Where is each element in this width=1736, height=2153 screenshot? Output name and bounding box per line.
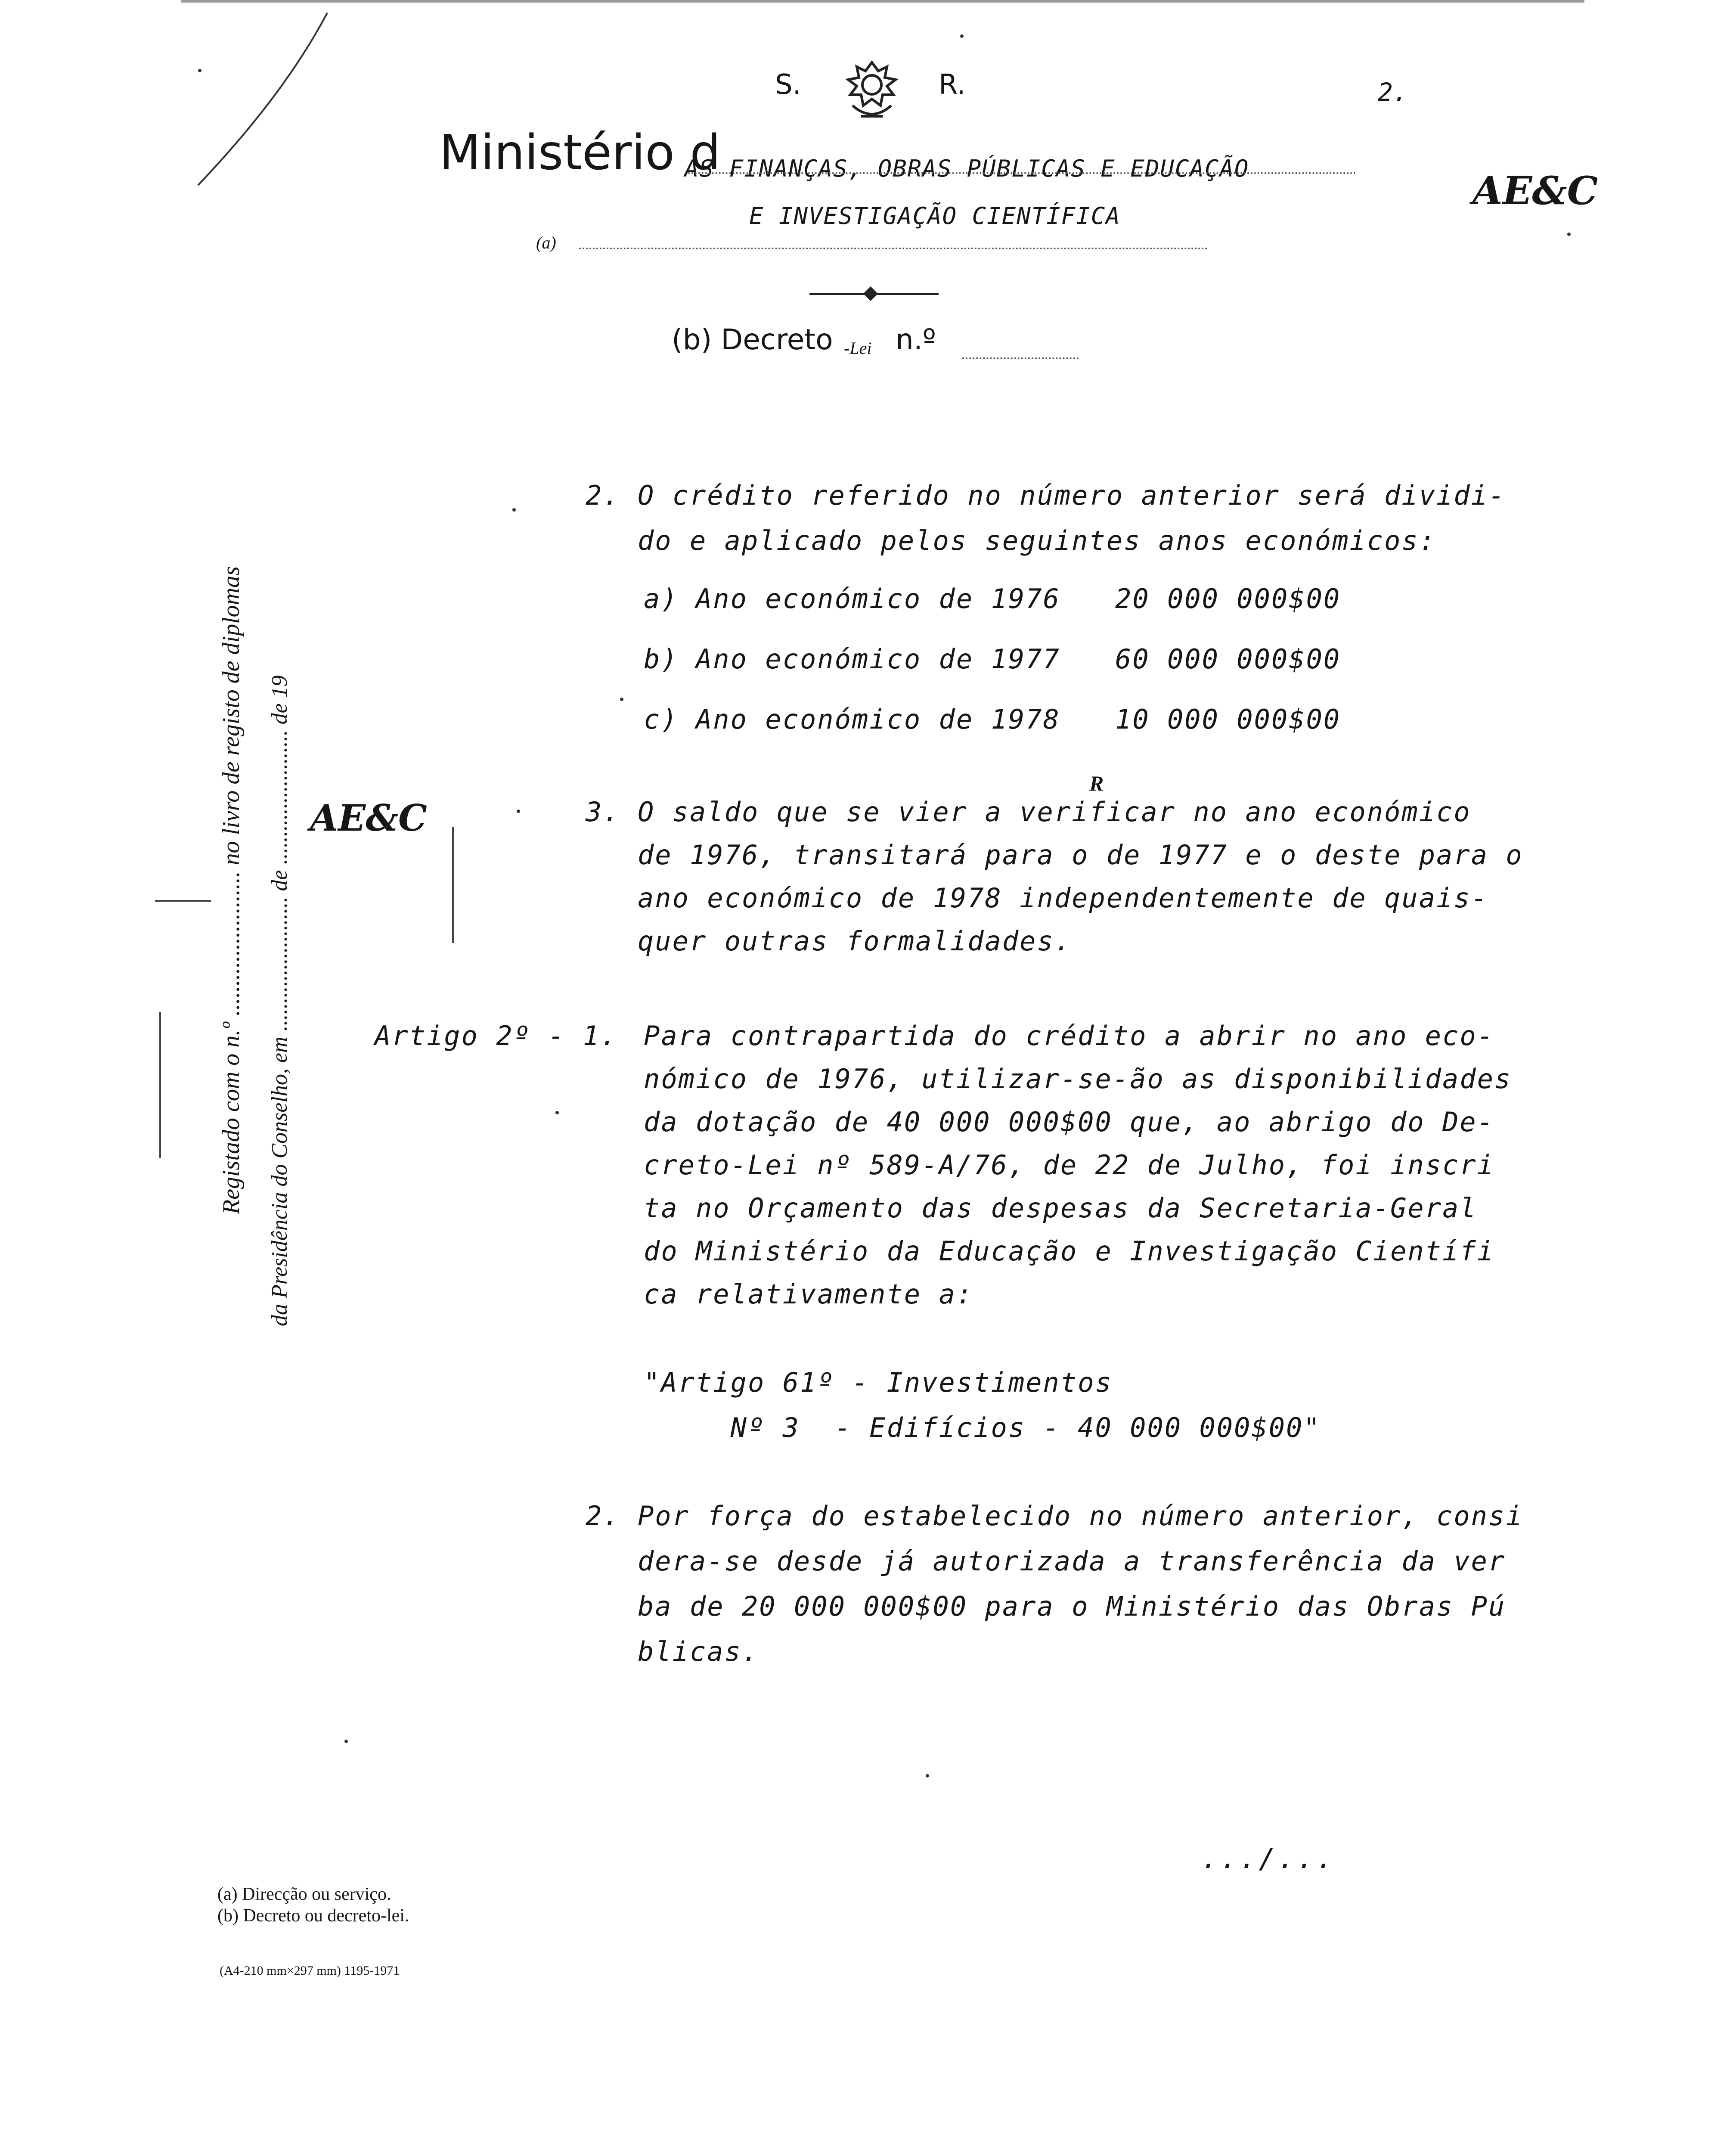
p3-line-1: 3. O saldo que se vier a verificar no ano económico [586,796,1471,828]
table-row-b-label: b) Ano económico de 1977 [644,643,1060,675]
decreto-label: (b) Decreto [672,323,833,356]
art2-line-5: ta no Orçamento das despesas da Secretaria-Geral [644,1192,1477,1224]
table-row-c-label: c) Ano económico de 1978 [644,704,1060,735]
insert-mark: R [1089,771,1104,795]
scan-speck [620,698,623,701]
art2-heading: Artigo 2º - 1. [375,1020,618,1052]
footnote-b: (b) Decreto ou decreto-lei. [217,1906,409,1926]
table-row-c-amount: 10 000 000$00 [1115,704,1341,735]
ministry-dotted-line [685,172,1356,174]
table-row-a-label: a) Ano económico de 1976 [644,583,1060,614]
scan-speck [1567,233,1571,236]
pen-stroke-mark [189,9,332,194]
handwritten-initials-top: AE&C [1472,168,1598,214]
art2-p2-line-3: ba de 20 000 000$00 para o Ministério das Obras Pú [586,1591,1506,1622]
scan-speck [198,69,202,72]
scan-speck [555,1111,559,1114]
margin-registration-line-2: da Presidência do Conselho, em ........................ de ........................ de 19 [267,675,292,1326]
ministry-name-cont: E INVESTIGAÇÃO CIENTÍFICA [749,202,1121,230]
top-edge-rule [181,0,1584,3]
scan-speck [960,34,964,38]
sr-right: R. [939,69,966,101]
quote-line-1: "Artigo 61º - Investimentos [644,1367,1113,1398]
service-dotted-line [579,248,1208,249]
ministry-name: AS FINANÇAS, OBRAS PÚBLICAS E EDUCAÇÃO [685,155,1249,182]
quote-line-2: Nº 3 - Edifícios - 40 000 000$00" [644,1412,1321,1443]
art2-line-6: do Ministério da Educação e Investigação Científi [644,1235,1495,1267]
p3-line-4: quer outras formalidades. [586,925,1072,957]
margin-tick-line [155,900,211,902]
art2-p2-line-4: blicas. [586,1636,760,1667]
art2-line-7: ca relativamente a: [644,1278,974,1310]
table-row-b-amount: 60 000 000$00 [1115,643,1341,675]
sr-left: S. [775,69,801,101]
scan-speck [512,508,516,512]
art2-p2-line-2: dera-se desde já autorizada a transferência da ver [586,1545,1506,1577]
scan-speck [517,810,520,813]
ministerio-prefix: Ministério d [439,125,721,181]
margin-bracket-line [452,827,454,943]
field-a-label: (a) [536,233,556,252]
table-row-a-amount: 20 000 000$00 [1115,583,1341,614]
art2-line-3: da dotação de 40 000 000$00 que, ao abrigo do De- [644,1106,1495,1138]
decreto-suffix: n.º [896,323,936,356]
p2-line-1: 2. O crédito referido no número anterior será dividi- [586,480,1506,511]
handwritten-initials-margin: AE&C [310,797,427,839]
margin-registration-line-1: Registado com o n.º ........................ no livro de registo de diplomas [218,566,245,1214]
scan-speck [926,1774,929,1778]
decreto-number-line [962,357,1079,359]
art2-line-4: creto-Lei nº 589-A/76, de 22 de Julho, foi inscri [644,1149,1495,1181]
margin-edge-line [159,1012,161,1158]
art2-p2-line-1: 2. Por força do estabelecido no número anterior, consi [586,1500,1523,1532]
decreto-handwritten: -Lei [844,338,872,358]
p3-line-3: ano económico de 1978 independentemente de quais- [586,882,1489,914]
footnote-a: (a) Direcção ou serviço. [217,1884,391,1904]
page-number: 2. [1378,78,1408,107]
coat-of-arms-icon [827,54,917,127]
art2-line-2: nómico de 1976, utilizar-se-ão as disponibilidades [644,1063,1512,1095]
p2-line-2: do e aplicado pelos seguintes anos económicos: [586,525,1437,556]
paper-format: (A4-210 mm×297 mm) 1195-1971 [220,1964,400,1978]
p3-line-2: de 1976, transitará para o de 1977 e o deste para o [586,839,1523,871]
scan-speck [344,1740,348,1743]
continuation-mark: .../... [1201,1843,1336,1875]
art2-line-1: Para contrapartida do crédito a abrir no ano eco- [644,1020,1495,1052]
divider-diamond-icon [863,286,878,301]
